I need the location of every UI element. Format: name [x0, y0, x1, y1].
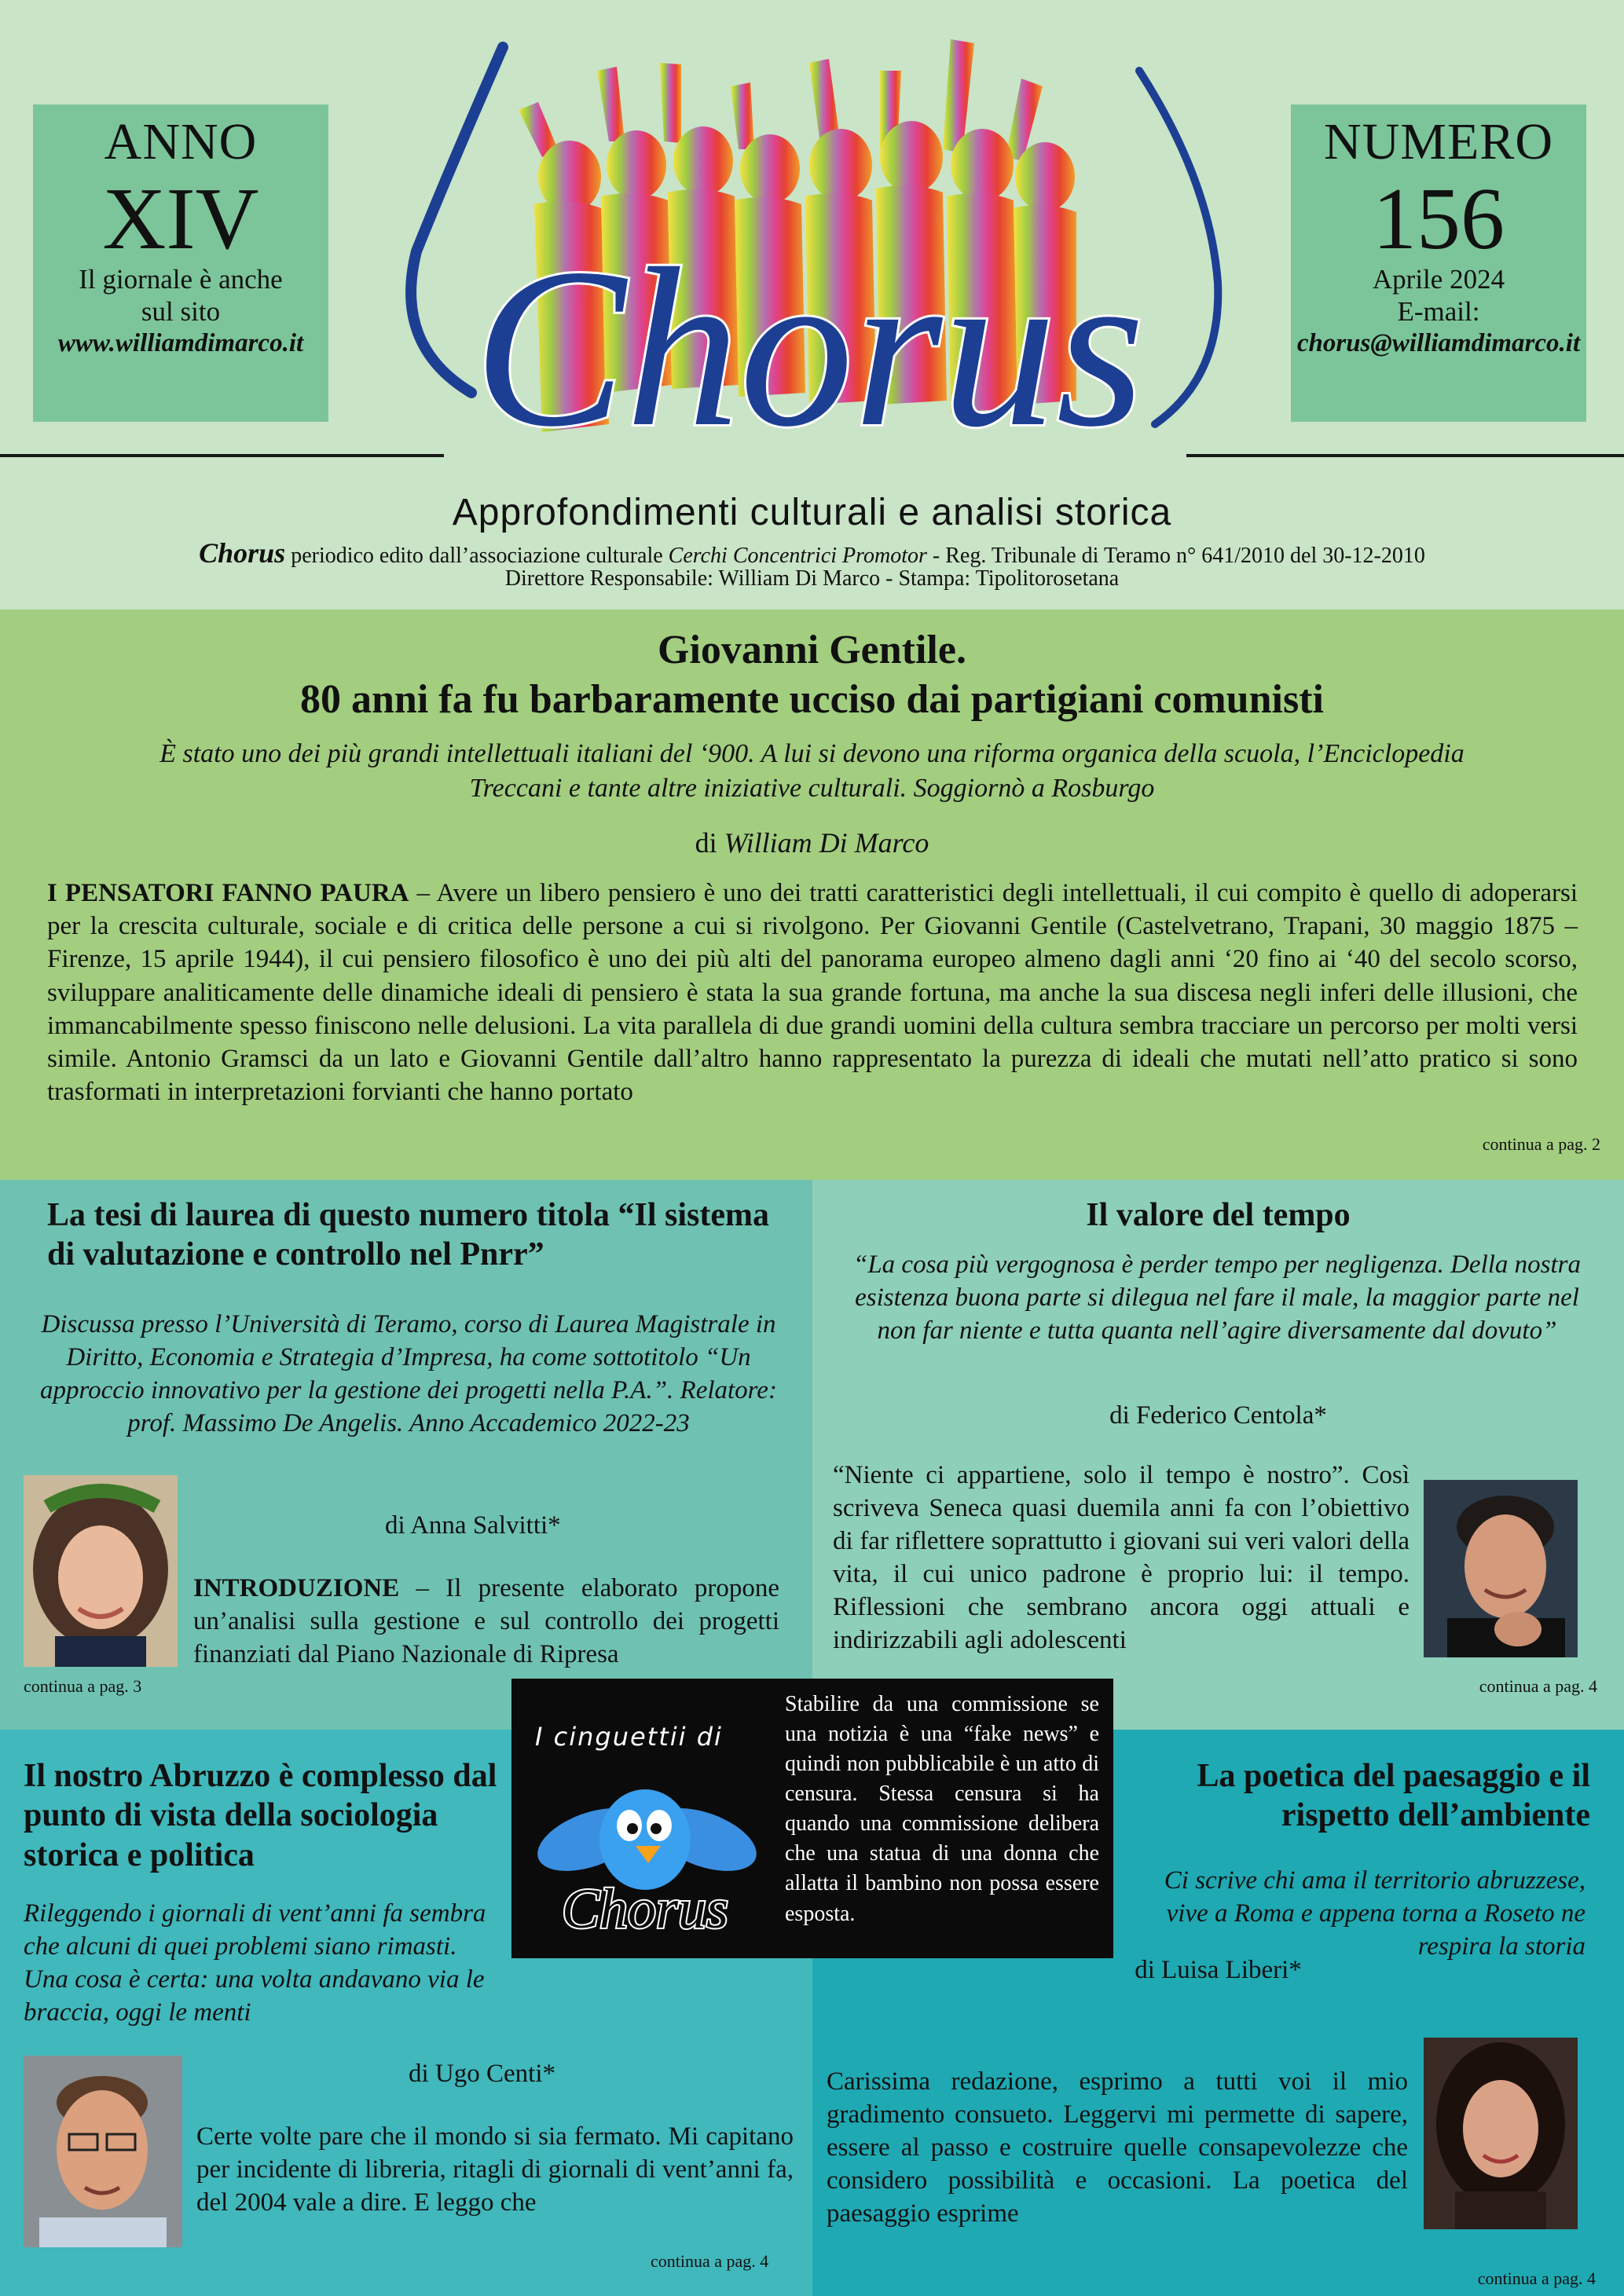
lead-subtitle [71, 737, 1553, 805]
time-article [812, 1180, 1624, 1730]
cinguettii-heading: I cinguettii di [535, 1722, 723, 1752]
site-note-line1: Il giornale è anche [79, 263, 283, 295]
site-note-line2: sul sito [141, 296, 221, 328]
publication-info [0, 536, 1624, 569]
abruzzo-byline: di Ugo Centi* [409, 2060, 555, 2088]
landscape-body: Carissima redazione, esprimo a tutti voi il mio gradimento consueto. Leggervi mi permette di sapere, essere al passo e costruire quelle consapevolezze che considero possibilità e occasioni. La poetica del paesaggio esprime [827, 2067, 1408, 2228]
association-name: Cerchi Concentrici Promotor [668, 544, 927, 568]
director-line: Direttore Responsabile: William Di Marco - Stampa: Tipolitorosetana [504, 566, 1120, 591]
landscape-byline: di Luisa Liberi* [1135, 1956, 1302, 1984]
landscape-title: La poetica del paesaggio e il rispetto dell’ambiente [1197, 1758, 1590, 1834]
chorus-logo [401, 16, 1234, 463]
year-label: ANNO [104, 113, 258, 170]
thesis-byline: di Anna Salvitti* [385, 1511, 561, 1540]
author-photo-federico-centola [1424, 1480, 1578, 1657]
lead-title [0, 625, 1624, 725]
cinguettii-logo-text: Chorus [561, 1877, 729, 1940]
abruzzo-subtitle: Rileggendo i giornali di vent’anni fa sembra che alcuni di quei problemi siano rimasti. Una cosa è certa: una volta andavano via le braccia, oggi le menti [24, 1899, 486, 2027]
thesis-body-text: – Il presente elaborato propone un’analisi sulla gestione e sul controllo dei progetti finanziati dal Piano Nazionale di Ripresa [193, 1574, 779, 1668]
logo-wordmark: Chorus [473, 222, 1146, 463]
byline-prefix: di [695, 827, 724, 859]
thesis-continue-link[interactable]: continua a pag. 3 [24, 1676, 142, 1696]
thesis-lede: INTRODUZIONE [193, 1574, 400, 1602]
author-photo-ugo-centi [24, 2056, 182, 2247]
abruzzo-continue-link[interactable]: continua a pag. 4 [651, 2251, 769, 2271]
email-link[interactable]: chorus@williamdimarco.it [1296, 329, 1581, 358]
lead-body [47, 877, 1578, 1109]
thesis-article [0, 1180, 812, 1730]
author-photo-luisa-liberi [1424, 2038, 1578, 2229]
lead-author: William Di Marco [724, 827, 929, 859]
issue-label: NUMERO [1323, 113, 1553, 170]
header-rule-right [1186, 454, 1624, 457]
year-box [33, 104, 328, 422]
header-rule-left [0, 454, 444, 457]
landscape-continue-link[interactable]: continua a pag. 4 [1477, 2269, 1596, 2288]
year-value: XIV [102, 170, 259, 268]
publication-info-text: periodico edito dall’associazione culturale [285, 544, 669, 568]
thesis-body [193, 1573, 779, 1672]
time-title: Il valore del tempo [1086, 1197, 1351, 1233]
time-continue-link[interactable]: continua a pag. 4 [1479, 1676, 1597, 1696]
thesis-subtitle: Discussa presso l’Università di Teramo, corso di Laurea Magistrale in Diritto, Economia e Strategia d’Impresa, ha come sottotitolo “Un approccio innovativo per la gestione dei progetti nella P.A.”. Relatore: prof. Massimo De Angelis. Anno Accademico 2022-23 [40, 1310, 777, 1437]
lead-lede: I PENSATORI FANNO PAURA [47, 879, 409, 907]
lead-title-line1: Giovanni Gentile. [658, 628, 966, 672]
issue-number: 156 [1373, 170, 1505, 268]
email-label: E-mail: [1397, 296, 1480, 328]
bird-icon [519, 1753, 771, 1950]
cinguettii-text: Stabilire da una commissione se una notizia è una “fake news” e quindi non pubblicabile è un atto di censura. Stessa censura si ha quando una commissione delibera che una statua di una donna che allatta il bambino non possa essere esposta. [785, 1692, 1099, 1926]
thesis-title: La tesi di laurea di questo numero titola “Il sistema di valutazione e controllo nel Pnrr” [47, 1197, 769, 1273]
cinguettii-box [511, 1679, 1113, 1958]
time-subtitle: “La cosa più vergognosa è perder tempo per negligenza. Della nostra esistenza buona parte si dilegua nel fare il male, la maggior parte nel non far niente e tutta quanta nell’agire diversamente dal dovuto” [852, 1251, 1582, 1345]
registration-info: - Reg. Tribunale di Teramo n° 641/2010 del 30-12-2010 [926, 544, 1425, 568]
lead-continue-link[interactable]: continua a pag. 2 [1482, 1134, 1600, 1154]
landscape-subtitle: Ci scrive chi ama il territorio abruzzese, vive a Roma e appena torna a Roseto ne respira la storia [1164, 1866, 1586, 1961]
abruzzo-body: Certe volte pare che il mondo si sia fermato. Mi capitano per incidente di libreria, ritagli di giornali di vent’anni fa, del 2004 vale a dire. E leggo che [196, 2122, 794, 2217]
website-link[interactable]: www.williamdimarco.it [57, 329, 304, 358]
lead-article [0, 610, 1624, 1180]
time-byline: di Federico Centola* [1109, 1401, 1327, 1430]
lead-subtitle-line1: È stato uno dei più grandi intellettuali italiani del ‘900. A lui si devono una riforma organica della scuola, l’Enciclopedia [159, 739, 1465, 768]
newspaper-subtitle: Approfondimenti culturali e analisi storica [452, 492, 1172, 533]
publication-name: Chorus [199, 537, 286, 569]
issue-date: Aprile 2024 [1372, 263, 1505, 295]
lead-subtitle-line2: Treccani e tante altre iniziative culturali. Soggiornò a Rosburgo [469, 773, 1155, 803]
abruzzo-title: Il nostro Abruzzo è complesso dal punto di vista della sociologia storica e politica [24, 1758, 497, 1873]
lead-byline [0, 826, 1624, 859]
time-body: “Niente ci appartiene, solo il tempo è nostro”. Così scriveva Seneca quasi duemila anni fa con l’obiettivo di far riflettere soprattutto i giovani sui veri valori della vita, il cui unico padrone è proprio lui: il tempo. Riflessioni che sembrano ancora oggi attuali e indirizzabili agli adolescenti [833, 1461, 1410, 1654]
author-photo-anna-salvitti [24, 1475, 178, 1667]
lead-body-text: – Avere un libero pensiero è uno dei tratti caratteristici degli intellettuali, il cui compito è quello di adoperarsi per la crescita culturale, sociale e di critica delle persone a cui si rivolgono. Per Giovanni Gentile (Castelvetrano, Trapani, 30 maggio 1875 – Firenze, 15 aprile 1944), il cui pensiero filosofico è uno dei più alti del panorama europeo almeno dagli anni ‘20 fino ai ‘40 del secolo scorso, sviluppare analiticamente delle dinamiche ideali di pensiero è stata la sua grande fortuna, ma anche la sua discesa negli inferi delle illusioni, che immancabilmente spesso finiscono nelle delusioni. La vita parallela di due grandi uomini della cultura sembra tracciare un percorso per molti versi simile. Antonio Gramsci da un lato e Giovanni Gentile dall’altro hanno rappresentato la purezza di ideali che mutati nell’atto pratico si sono trasformati in interpretazioni forvianti che hanno portato [47, 879, 1578, 1107]
issue-box [1291, 104, 1586, 422]
lead-title-line2: 80 anni fa fu barbaramente ucciso dai partigiani comunisti [300, 677, 1324, 723]
